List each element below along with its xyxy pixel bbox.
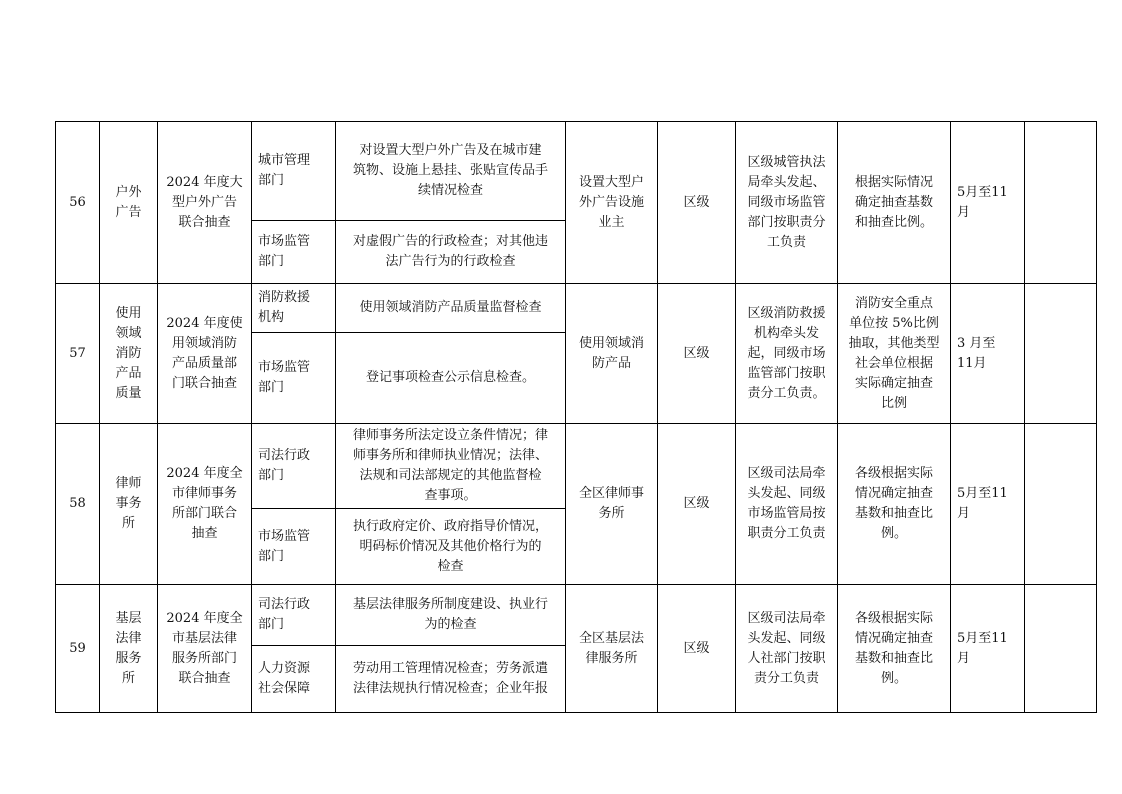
time-cell: 5月至11 月 — [951, 122, 1025, 284]
lead-cell: 区级城管执法 局牵头发起、 同级市场监管 部门按职责分 工负责 — [736, 122, 838, 284]
table-row — [56, 424, 1097, 509]
object-cell: 全区基层法 律服务所 — [566, 585, 658, 713]
department-cell: 司法行政 部门 — [252, 424, 336, 509]
task-cell: 2024 年度大 型户外广告 联合抽查 — [158, 122, 252, 284]
object-cell: 使用领域消 防产品 — [566, 284, 658, 424]
object-cell: 设置大型户 外广告设施 业主 — [566, 122, 658, 284]
ratio-cell: 各级根据实际 情况确定抽查 基数和抽查比 例。 — [838, 424, 951, 585]
department-cell: 市场监管 部门 — [252, 221, 336, 284]
content-cell: 登记事项检查公示信息检查。 — [336, 333, 566, 424]
row-number: 58 — [56, 424, 100, 585]
ratio-cell: 根据实际情况 确定抽查基数 和抽查比例。 — [838, 122, 951, 284]
content-cell: 基层法律服务所制度建设、执业行 为的检查 — [336, 585, 566, 646]
task-cell: 2024 年度使 用领域消防 产品质量部 门联合抽查 — [158, 284, 252, 424]
object-cell: 全区律师事 务所 — [566, 424, 658, 585]
note-cell — [1025, 284, 1097, 424]
field-cell: 律师 事务 所 — [100, 424, 158, 585]
field-cell: 户外 广告 — [100, 122, 158, 284]
department-cell: 市场监管 部门 — [252, 509, 336, 585]
inspection-table — [55, 121, 1097, 713]
time-cell: 3 月至 11月 — [951, 284, 1025, 424]
lead-cell: 区级消防救援 机构牵头发 起，同级市场 监管部门按职 责分工负责。 — [736, 284, 838, 424]
department-cell: 司法行政 部门 — [252, 585, 336, 646]
task-cell: 2024 年度全 市基层法律 服务所部门 联合抽查 — [158, 585, 252, 713]
lead-cell: 区级司法局牵 头发起、同级 人社部门按职 责分工负责 — [736, 585, 838, 713]
ratio-cell: 各级根据实际 情况确定抽查 基数和抽查比 例。 — [838, 585, 951, 713]
content-cell: 律师事务所法定设立条件情况；律 师事务所和律师执业情况；法律、 法规和司法部规定的其他监督检 查事项。 — [336, 424, 566, 509]
content-cell: 对设置大型户外广告及在城市建 筑物、设施上悬挂、张贴宣传品手 续情况检查 — [336, 122, 566, 221]
time-cell: 5月至11 月 — [951, 585, 1025, 713]
row-number: 56 — [56, 122, 100, 284]
content-cell: 劳动用工管理情况检查；劳务派遣 法律法规执行情况检查；企业年报 — [336, 646, 566, 713]
department-cell: 消防救援 机构 — [252, 284, 336, 333]
ratio-cell: 消防安全重点 单位按 5%比例 抽取，其他类型 社会单位根据 实际确定抽查 比例 — [838, 284, 951, 424]
level-cell: 区级 — [658, 122, 736, 284]
level-cell: 区级 — [658, 284, 736, 424]
field-cell: 基层 法律 服务 所 — [100, 585, 158, 713]
note-cell — [1025, 424, 1097, 585]
department-cell: 人力资源 社会保障 — [252, 646, 336, 713]
note-cell — [1025, 122, 1097, 284]
level-cell: 区级 — [658, 424, 736, 585]
table-row — [56, 284, 1097, 333]
department-cell: 市场监管 部门 — [252, 333, 336, 424]
row-number: 57 — [56, 284, 100, 424]
content-cell: 使用领域消防产品质量监督检查 — [336, 284, 566, 333]
table-row — [56, 585, 1097, 646]
time-cell: 5月至11 月 — [951, 424, 1025, 585]
content-cell: 执行政府定价、政府指导价情况， 明码标价情况及其他价格行为的 检查 — [336, 509, 566, 585]
lead-cell: 区级司法局牵 头发起、同级 市场监管局按 职责分工负责 — [736, 424, 838, 585]
task-cell: 2024 年度全 市律师事务 所部门联合 抽查 — [158, 424, 252, 585]
table-row — [56, 122, 1097, 221]
field-cell: 使用 领域 消防 产品 质量 — [100, 284, 158, 424]
content-cell: 对虚假广告的行政检查；对其他违 法广告行为的行政检查 — [336, 221, 566, 284]
department-cell: 城市管理 部门 — [252, 122, 336, 221]
row-number: 59 — [56, 585, 100, 713]
level-cell: 区级 — [658, 585, 736, 713]
note-cell — [1025, 585, 1097, 713]
